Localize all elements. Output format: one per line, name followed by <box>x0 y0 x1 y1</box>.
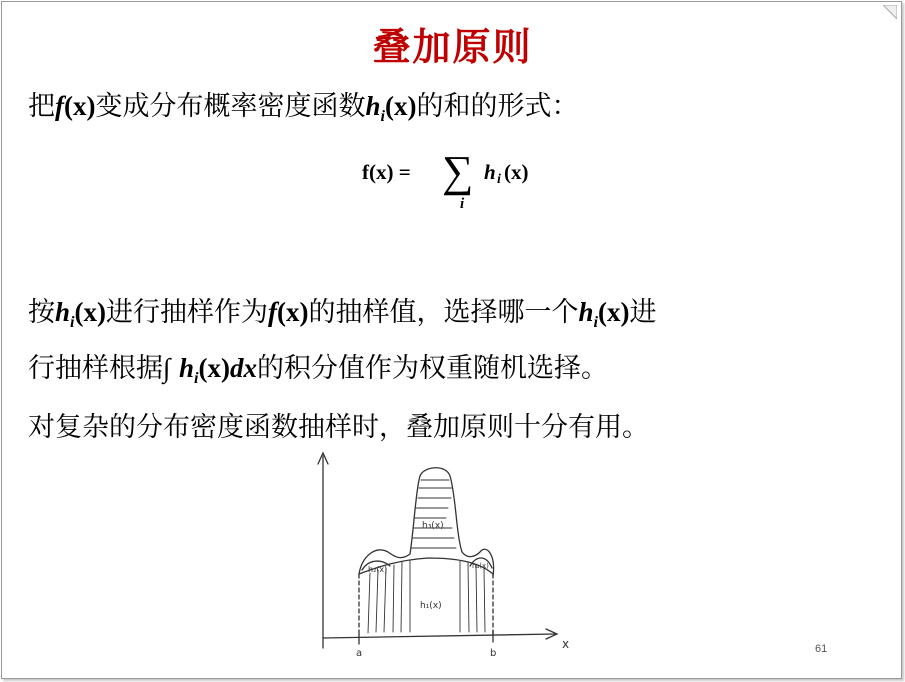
p1l1-b: 进行抽样作为 <box>106 297 269 328</box>
paragraph1-line1 <box>28 290 657 332</box>
formula-lhs: f(x) = <box>362 160 411 184</box>
p1l1-h2: h <box>578 297 594 327</box>
sketch-label-h1: h₁(x) <box>420 601 442 611</box>
p1l2-x: (x) <box>198 353 231 383</box>
p1l1-f: f <box>268 297 278 327</box>
sketch-label-h3: h₃(x) <box>422 521 444 531</box>
p1l1-x1: (x) <box>74 297 107 327</box>
p1l2-h: h <box>179 353 195 383</box>
p1l1-d: 进 <box>629 297 657 328</box>
p1l2-a: 行抽样根据 <box>28 353 163 384</box>
p1l1-i1: i <box>70 313 75 331</box>
sketch-x-axis <box>323 634 555 638</box>
sketch-label-h4: h₄(x) <box>472 562 489 570</box>
intro-suffix: 的和的形式： <box>416 91 579 122</box>
intro-f: f <box>55 91 64 121</box>
intro-line <box>28 84 579 126</box>
paragraph2: 对复杂的分布密度函数抽样时，叠加原则十分有用。 <box>28 412 649 443</box>
formula-rhs-x: (x) <box>504 160 529 184</box>
p1l2-i: i <box>194 369 199 387</box>
sketch-label-a: a <box>356 648 363 659</box>
intro-prefix: 把 <box>28 91 55 122</box>
sketch-label-h2: h₂(x) <box>368 565 388 574</box>
page-number: 61 <box>815 643 828 655</box>
p1l1-x3: (x) <box>598 297 630 327</box>
sketch-label-b: b <box>490 648 497 659</box>
p1l1-a: 按 <box>28 297 55 328</box>
paragraph1-line2 <box>28 346 608 388</box>
intro-x1: (x) <box>64 91 96 121</box>
superposition-formula <box>362 147 562 222</box>
sketch-label-x: x <box>562 637 570 651</box>
formula-sum: ∑ <box>442 147 474 196</box>
p1l1-h1: h <box>55 297 71 327</box>
p1l2-b: 的积分值作为权重随机选择。 <box>257 353 609 384</box>
p1l1-c: 的抽样值，选择哪一个 <box>308 297 579 328</box>
p1l1-i2: i <box>593 313 599 331</box>
formula-rhs-h: h <box>484 160 496 184</box>
intro-h: h <box>365 91 381 121</box>
formula-index: i <box>460 196 465 212</box>
intro-x2: (x) <box>385 91 417 121</box>
p1l2-integral: ∫ <box>163 353 171 383</box>
p1l1-x2: (x) <box>277 297 309 327</box>
formula-rhs-i: i <box>497 172 501 187</box>
superposition-sketch <box>310 448 590 663</box>
intro-middle: 变成分布概率密度函数 <box>95 91 366 122</box>
slide-title: 叠加原则 <box>372 24 533 69</box>
intro-i: i <box>380 107 386 125</box>
p1l2-dx: dx <box>230 353 258 383</box>
